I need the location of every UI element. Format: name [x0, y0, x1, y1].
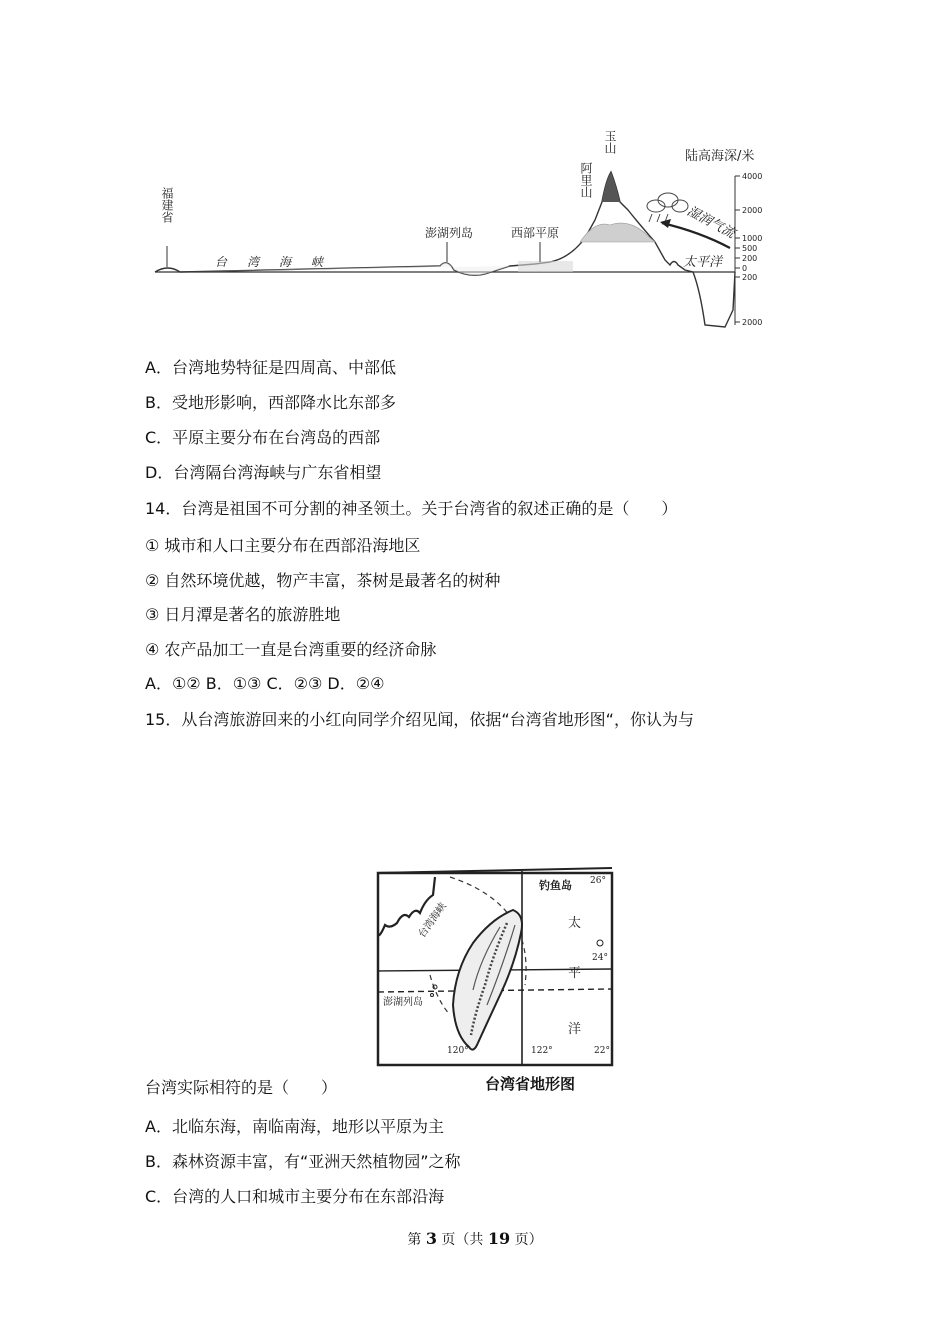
q13-option-c: C．平原主要分布在台湾岛的西部 [145, 428, 381, 447]
footer-prefix: 第 [407, 1232, 426, 1248]
footer-total-pages: 19 [487, 1229, 511, 1248]
map-caption: 台湾省地形图 [485, 1075, 576, 1093]
penghu-label: 澎湖列岛 [425, 226, 474, 240]
map-penghu-label: 澎湖列岛 [383, 997, 423, 1008]
profile-surface [155, 172, 735, 327]
lat-24-label: 24° [592, 953, 608, 963]
q15-option-a: A．北临东海，南临南海，地形以平原为主 [145, 1117, 444, 1136]
taiwan-topographic-map [375, 865, 615, 1070]
map-strait-label: 台湾海峡 [416, 900, 449, 940]
strait-label: 台湾海峡 [215, 255, 344, 269]
diaoyu-label: 钓鱼岛 [539, 879, 572, 892]
q14-options: A．①② B．①③ C．②③ D．②④ [145, 674, 385, 693]
height-tick-label: 2000 [742, 318, 763, 327]
lon-122-label: 122° [531, 1046, 553, 1056]
q15-option-b: B．森林资源丰富，有“亚洲天然植物园”之称 [145, 1152, 461, 1171]
footer-page-number: 3 [425, 1229, 437, 1248]
fujian-label [160, 187, 174, 267]
svg-text:福建省: 福建省 [160, 187, 174, 223]
q14-item-2: ② 自然环境优越，物产丰富，茶树是最著名的树种 [145, 571, 501, 590]
taiwan-cross-section-figure [140, 120, 800, 340]
q13-option-a: A．台湾地势特征是四周高、中部低 [145, 358, 396, 377]
height-tick-label: 500 [742, 244, 758, 253]
q15-stem-line2: 台湾实际相符的是（ ） [145, 1078, 338, 1097]
lat-26-label: 26° [590, 876, 606, 886]
height-tick-label: 1000 [742, 234, 763, 243]
height-tick-label: 0 [742, 264, 748, 273]
lat-22-label: 22° [594, 1046, 610, 1056]
q14-item-3: ③ 日月潭是著名的旅游胜地 [145, 605, 341, 624]
humid-airflow-label: 湿润气流 [684, 203, 738, 242]
q15-option-c: C．台湾的人口和城市主要分布在东部沿海 [145, 1187, 445, 1206]
height-tick-label: 200 [742, 273, 758, 282]
west-plain-label: 西部平原 [511, 226, 560, 240]
cloud-icon [647, 193, 688, 222]
height-tick-label: 4000 [742, 172, 763, 181]
pacific-char-3: 洋 [568, 1022, 582, 1037]
lon-120-label: 120° [447, 1046, 469, 1056]
q14-item-4: ④ 农产品加工一直是台湾重要的经济命脉 [145, 640, 437, 659]
footer-suffix: 页） [510, 1232, 543, 1248]
q14-item-1: ① 城市和人口主要分布在西部沿海地区 [145, 536, 421, 555]
pacific-label: 太平洋 [683, 255, 723, 270]
q13-option-d: D．台湾隔台湾海峡与广东省相望 [145, 463, 382, 482]
yushan-label: 玉山 [603, 130, 617, 154]
q14-stem: 14．台湾是祖国不可分割的神圣领土。关于台湾省的叙述正确的是（ ） [145, 499, 678, 518]
height-tick-label: 2000 [742, 206, 763, 215]
height-axis-title: 陆高海深/米 [685, 149, 755, 164]
alishan-label: 阿里山 [579, 162, 593, 198]
height-axis-ticks [735, 172, 762, 327]
page-footer [0, 1229, 950, 1249]
pacific-char-1: 太 [568, 916, 582, 931]
q13-option-b: B．受地形影响，西部降水比东部多 [145, 393, 396, 412]
q15-stem-line1: 15．从台湾旅游回来的小红向同学介绍见闻，依据“台湾省地形图“，你认为与 [145, 710, 694, 729]
footer-middle: 页（共 [436, 1232, 488, 1248]
pacific-char-2: 平 [568, 966, 582, 981]
height-tick-label: 200 [742, 254, 758, 263]
